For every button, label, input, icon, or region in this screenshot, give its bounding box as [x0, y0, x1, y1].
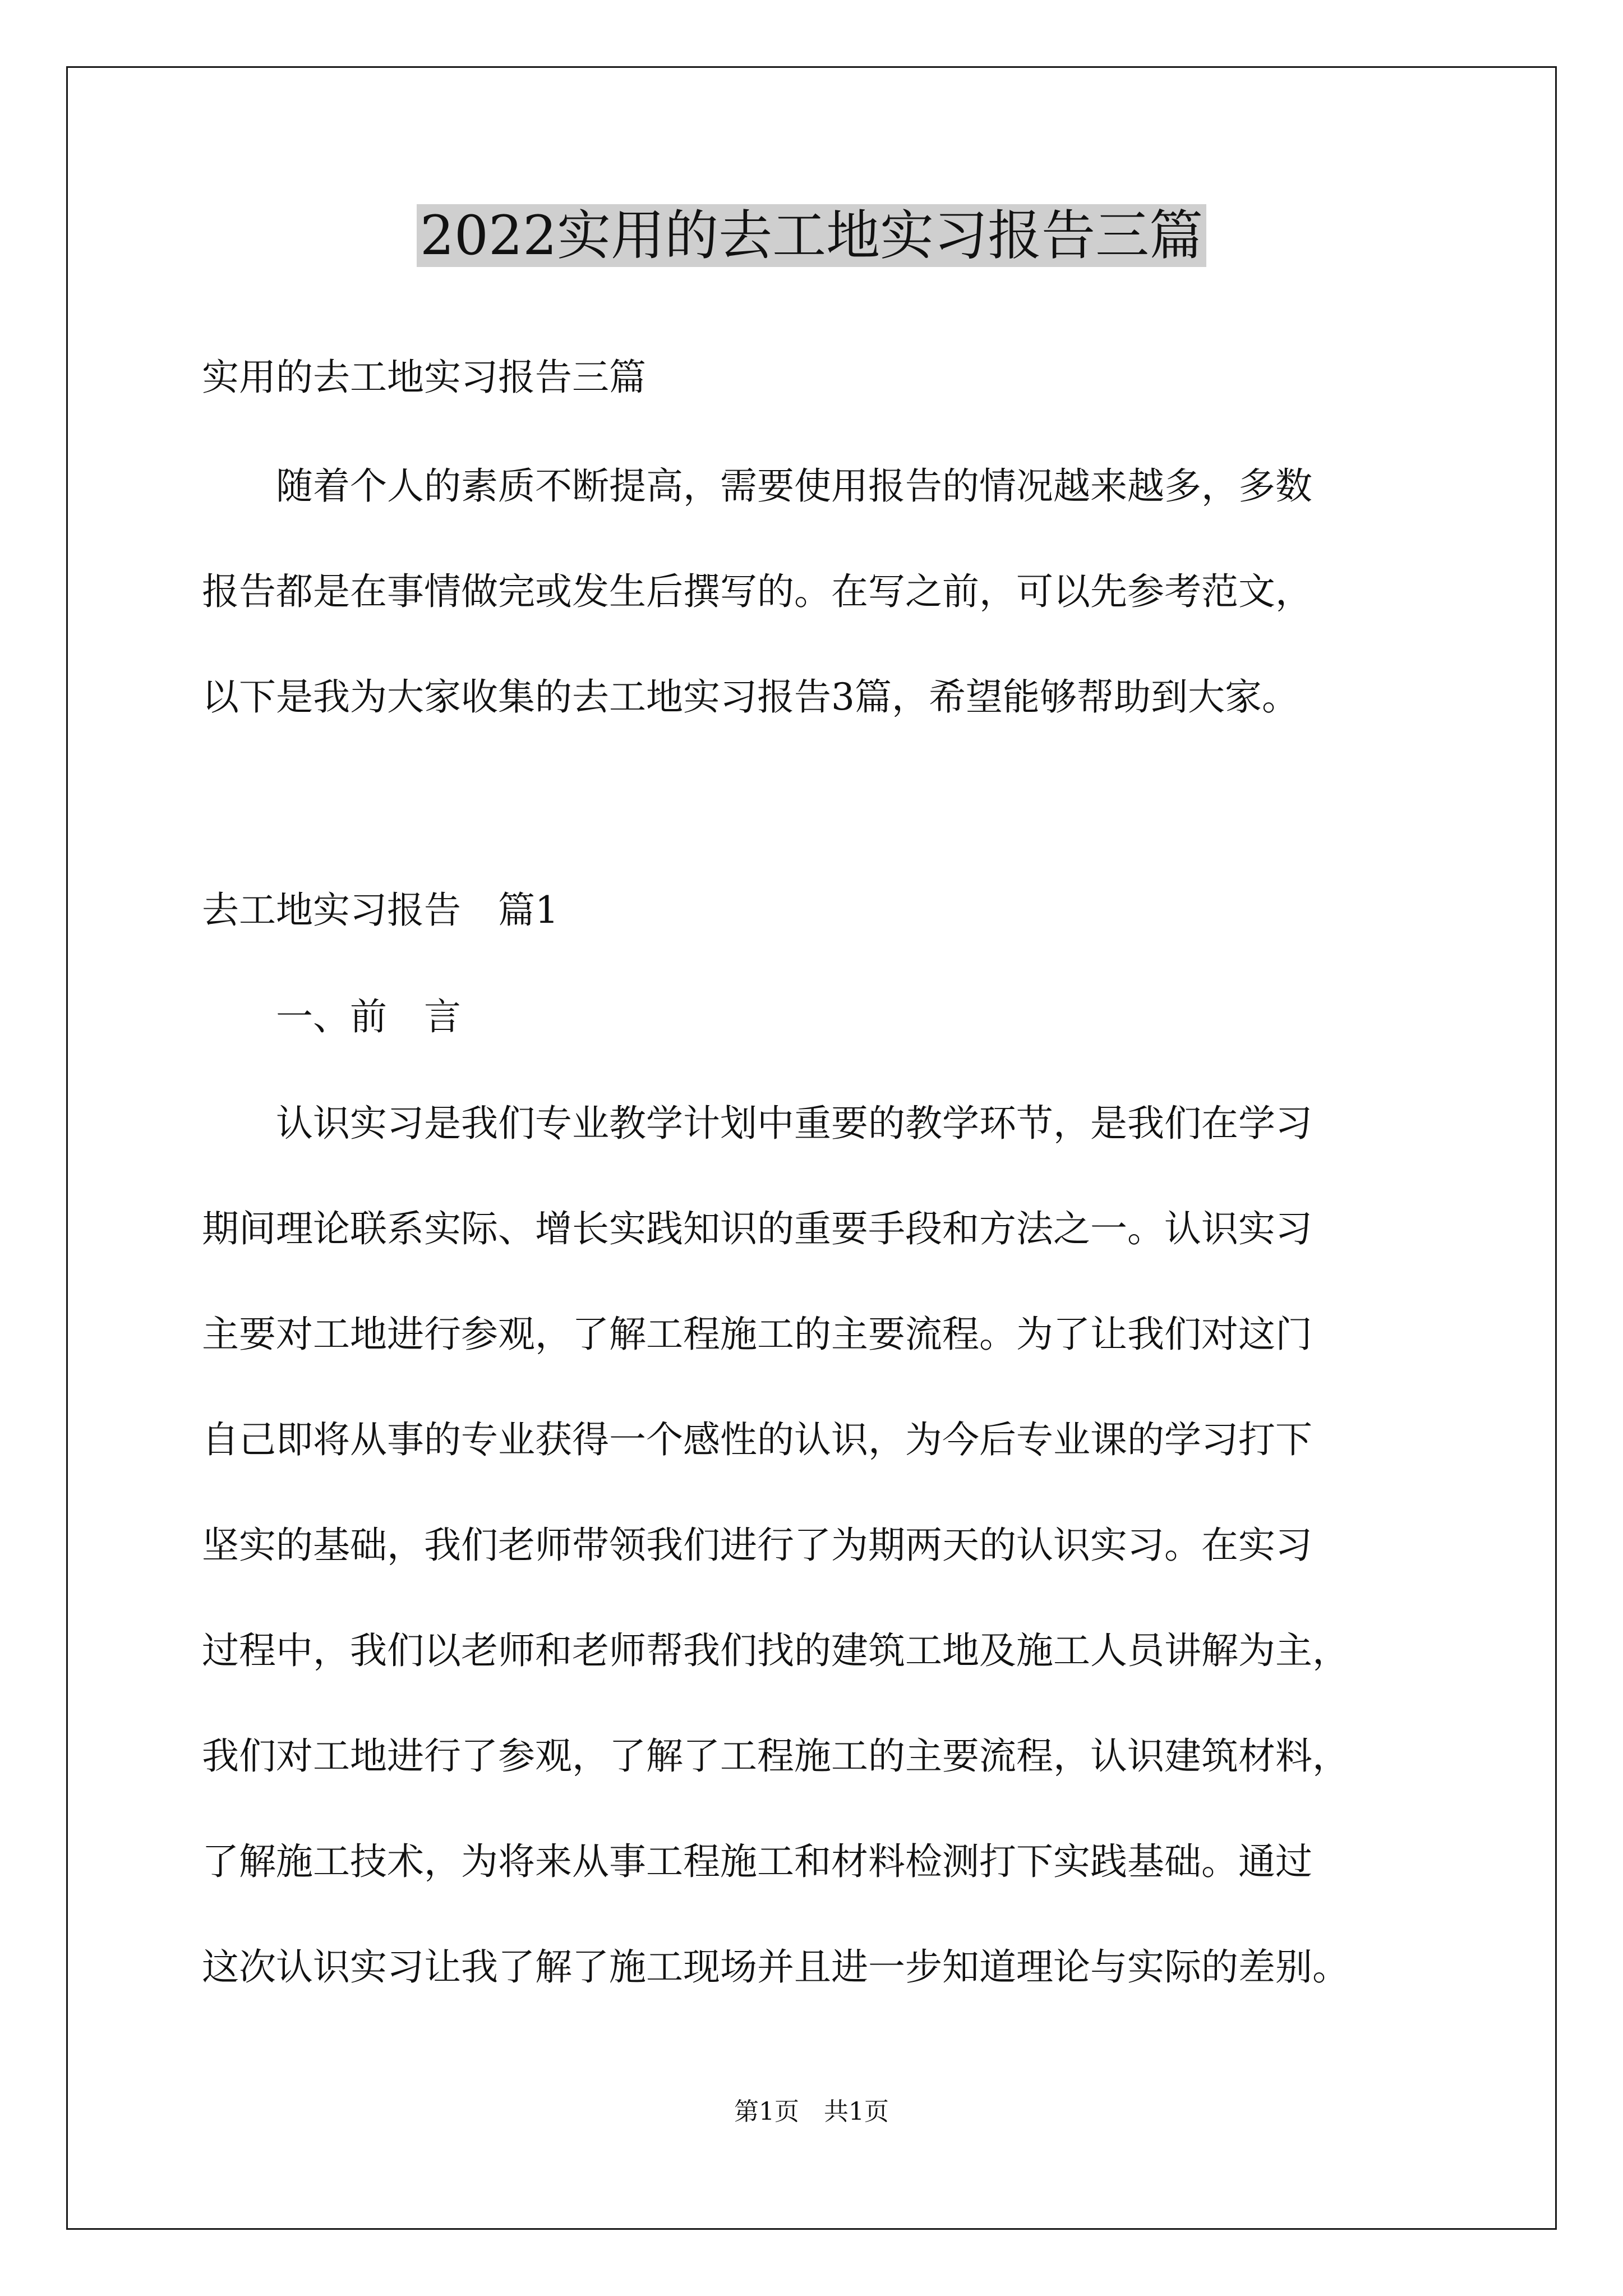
intro-line: 报告都是在事情做完或发生后撰写的。在写之前，可以先参考范文， [202, 570, 1312, 613]
body-line: 认识实习是我们专业教学计划中重要的教学环节，是我们在学习 [202, 1102, 1312, 1145]
body-line: 主要对工地进行参观，了解工程施工的主要流程。为了让我们对这门 [202, 1313, 1312, 1356]
section-heading: 去工地实习报告 篇1 [202, 889, 559, 932]
page-footer: 第1页 共1页 [734, 2097, 889, 2126]
body-line: 这次认识实习让我了解了施工现场并且进一步知道理论与实际的差别。 [202, 1945, 1349, 1989]
document-title-text: 2022实用的去工地实习报告三篇 [417, 204, 1206, 267]
intro-line: 以下是我为大家收集的去工地实习报告3篇，希望能够帮助到大家。 [202, 675, 1299, 719]
document-subtitle: 实用的去工地实习报告三篇 [202, 356, 646, 399]
body-line: 自己即将从事的专业获得一个感性的认识，为今后专业课的学习打下 [202, 1418, 1312, 1461]
body-line: 我们对工地进行了参观，了解了工程施工的主要流程，认识建筑材料， [202, 1734, 1349, 1778]
body-line: 了解施工技术，为将来从事工程施工和材料检测打下实践基础。通过 [202, 1840, 1312, 1883]
document-title [0, 202, 1623, 269]
subsection-heading: 一、前 言 [202, 995, 461, 1038]
body-line: 期间理论联系实际、增长实践知识的重要手段和方法之一。认识实习 [202, 1207, 1312, 1250]
intro-line: 随着个人的素质不断提高，需要使用报告的情况越来越多，多数 [202, 464, 1312, 508]
body-line: 过程中，我们以老师和老师帮我们找的建筑工地及施工人员讲解为主， [202, 1629, 1349, 1672]
body-line: 坚实的基础，我们老师带领我们进行了为期两天的认识实习。在实习 [202, 1524, 1312, 1567]
